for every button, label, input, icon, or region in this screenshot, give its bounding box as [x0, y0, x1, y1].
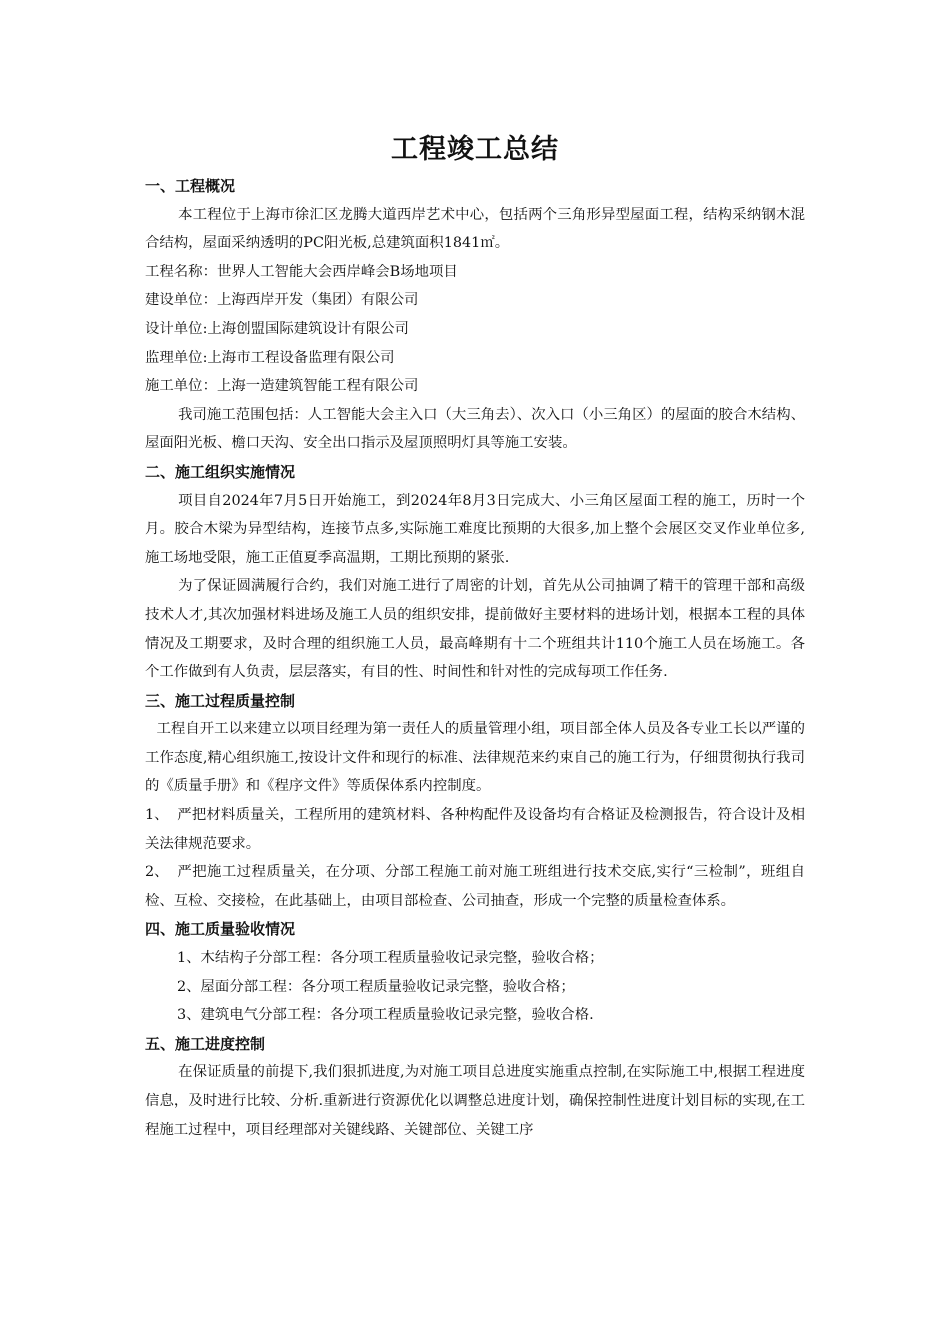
section-heading-quality-control: 三、施工过程质量控制 [145, 691, 296, 710]
quality-item-2 [145, 858, 805, 915]
designer-line: 设计单位:上海创盟国际建筑设计有限公司 [145, 320, 409, 337]
construction-scope: 我司施工范围包括：人工智能大会主入口（大三角去）、次入口（小三角区）的屋面的胶合木结构、屋面阳光板、檐口天沟、安全出口指示及屋顶照明灯具等施工安装。 [145, 406, 805, 452]
quality-item-1-number: 1、 [145, 807, 169, 824]
organization-paragraph-2: 为了保证圆满履行合约，我们对施工进行了周密的计划，首先从公司抽调了精干的管理干部和高级技术人才,其次加强材料进场及施工人员的组织安排，提前做好主要材料的进场计划，根据本工程的具体情况及工期要求，及时合理的组织施工人员，最高峰期有十二个班组共计110个施工人员在场施工。各个工作做到有人负责，层层落实，有目的性、时间性和针对性的完成每项工作任务. [145, 578, 805, 681]
section-heading-schedule: 五、施工进度控制 [145, 1034, 266, 1053]
organization-paragraph-1: 项目自2024年7月5日开始施工，到2024年8月3日完成大、小三角区屋面工程的施工，历时一个月。胶合木梁为异型结构，连接节点多,实际施工难度比预期的大很多,加上整个会展区交叉作业单位多,施工场地受限，施工正值夏季高温期，工期比预期的紧张. [145, 492, 805, 566]
section-heading-acceptance: 四、施工质量验收情况 [145, 920, 296, 939]
acceptance-item: 3、建筑电气分部工程：各分项工程质量验收记录完整，验收合格. [177, 1007, 594, 1024]
quality-item-2-text: 严把施工过程质量关，在分项、分部工程施工前对施工班组进行技术交底,实行“三检制”，班组自检、互检、交接检，在此基础上，由项目部检查、公司抽查，形成一个完整的质量检查体系。 [145, 864, 805, 909]
quality-control-paragraph: 工程自开工以来建立以项目经理为第一责任人的质量管理小组，项目部全体人员及各专业工长以严谨的工作态度,精心组织施工,按设计文件和现行的标准、法律规范来约束自己的施工行为，仔细贯彻执行我司的《质量手册》和《程序文件》等质保体系内控制度。 [145, 721, 805, 795]
quality-item-1-text: 严把材料质量关，工程所用的建筑材料、各种构配件及设备均有合格证及检测报告，符合设计及相关法律规范要求。 [145, 807, 805, 852]
quality-item-2-number: 2、 [145, 864, 169, 881]
schedule-paragraph: 在保证质量的前提下,我们狠抓进度,为对施工项目总进度实施重点控制,在实际施工中,根据工程进度信息，及时进行比较、分析.重新进行资源优化以调整总进度计划，确保控制性进度计划目标的实现,在工程施工过程中，项目经理部对关键线路、关键部位、关键工序 [145, 1064, 805, 1138]
contractor-line: 施工单位：上海一造建筑智能工程有限公司 [145, 378, 419, 395]
overview-intro: 本工程位于上海市徐汇区龙腾大道西岸艺术中心，包括两个三角形异型屋面工程，结构采纳钢木混合结构，屋面采纳透明的PC阳光板,总建筑面积1841㎡。 [145, 206, 805, 252]
document-body [145, 128, 805, 1144]
quality-item-1 [145, 801, 805, 858]
section-heading-overview: 一、工程概况 [145, 177, 236, 195]
builder-line: 建设单位：上海西岸开发（集团）有限公司 [145, 292, 419, 309]
acceptance-item: 1、木结构子分部工程：各分项工程质量验收记录完整，验收合格； [177, 950, 604, 967]
acceptance-item: 2、屋面分部工程：各分项工程质量验收记录完整，验收合格； [177, 978, 575, 995]
section-heading-organization: 二、施工组织实施情况 [145, 462, 296, 481]
supervisor-line: 监理单位:上海市工程设备监理有限公司 [145, 349, 395, 366]
document-title: 工程竣工总结 [391, 134, 559, 165]
project-name-line: 工程名称：世界人工智能大会西岸峰会B场地项目 [145, 263, 458, 280]
